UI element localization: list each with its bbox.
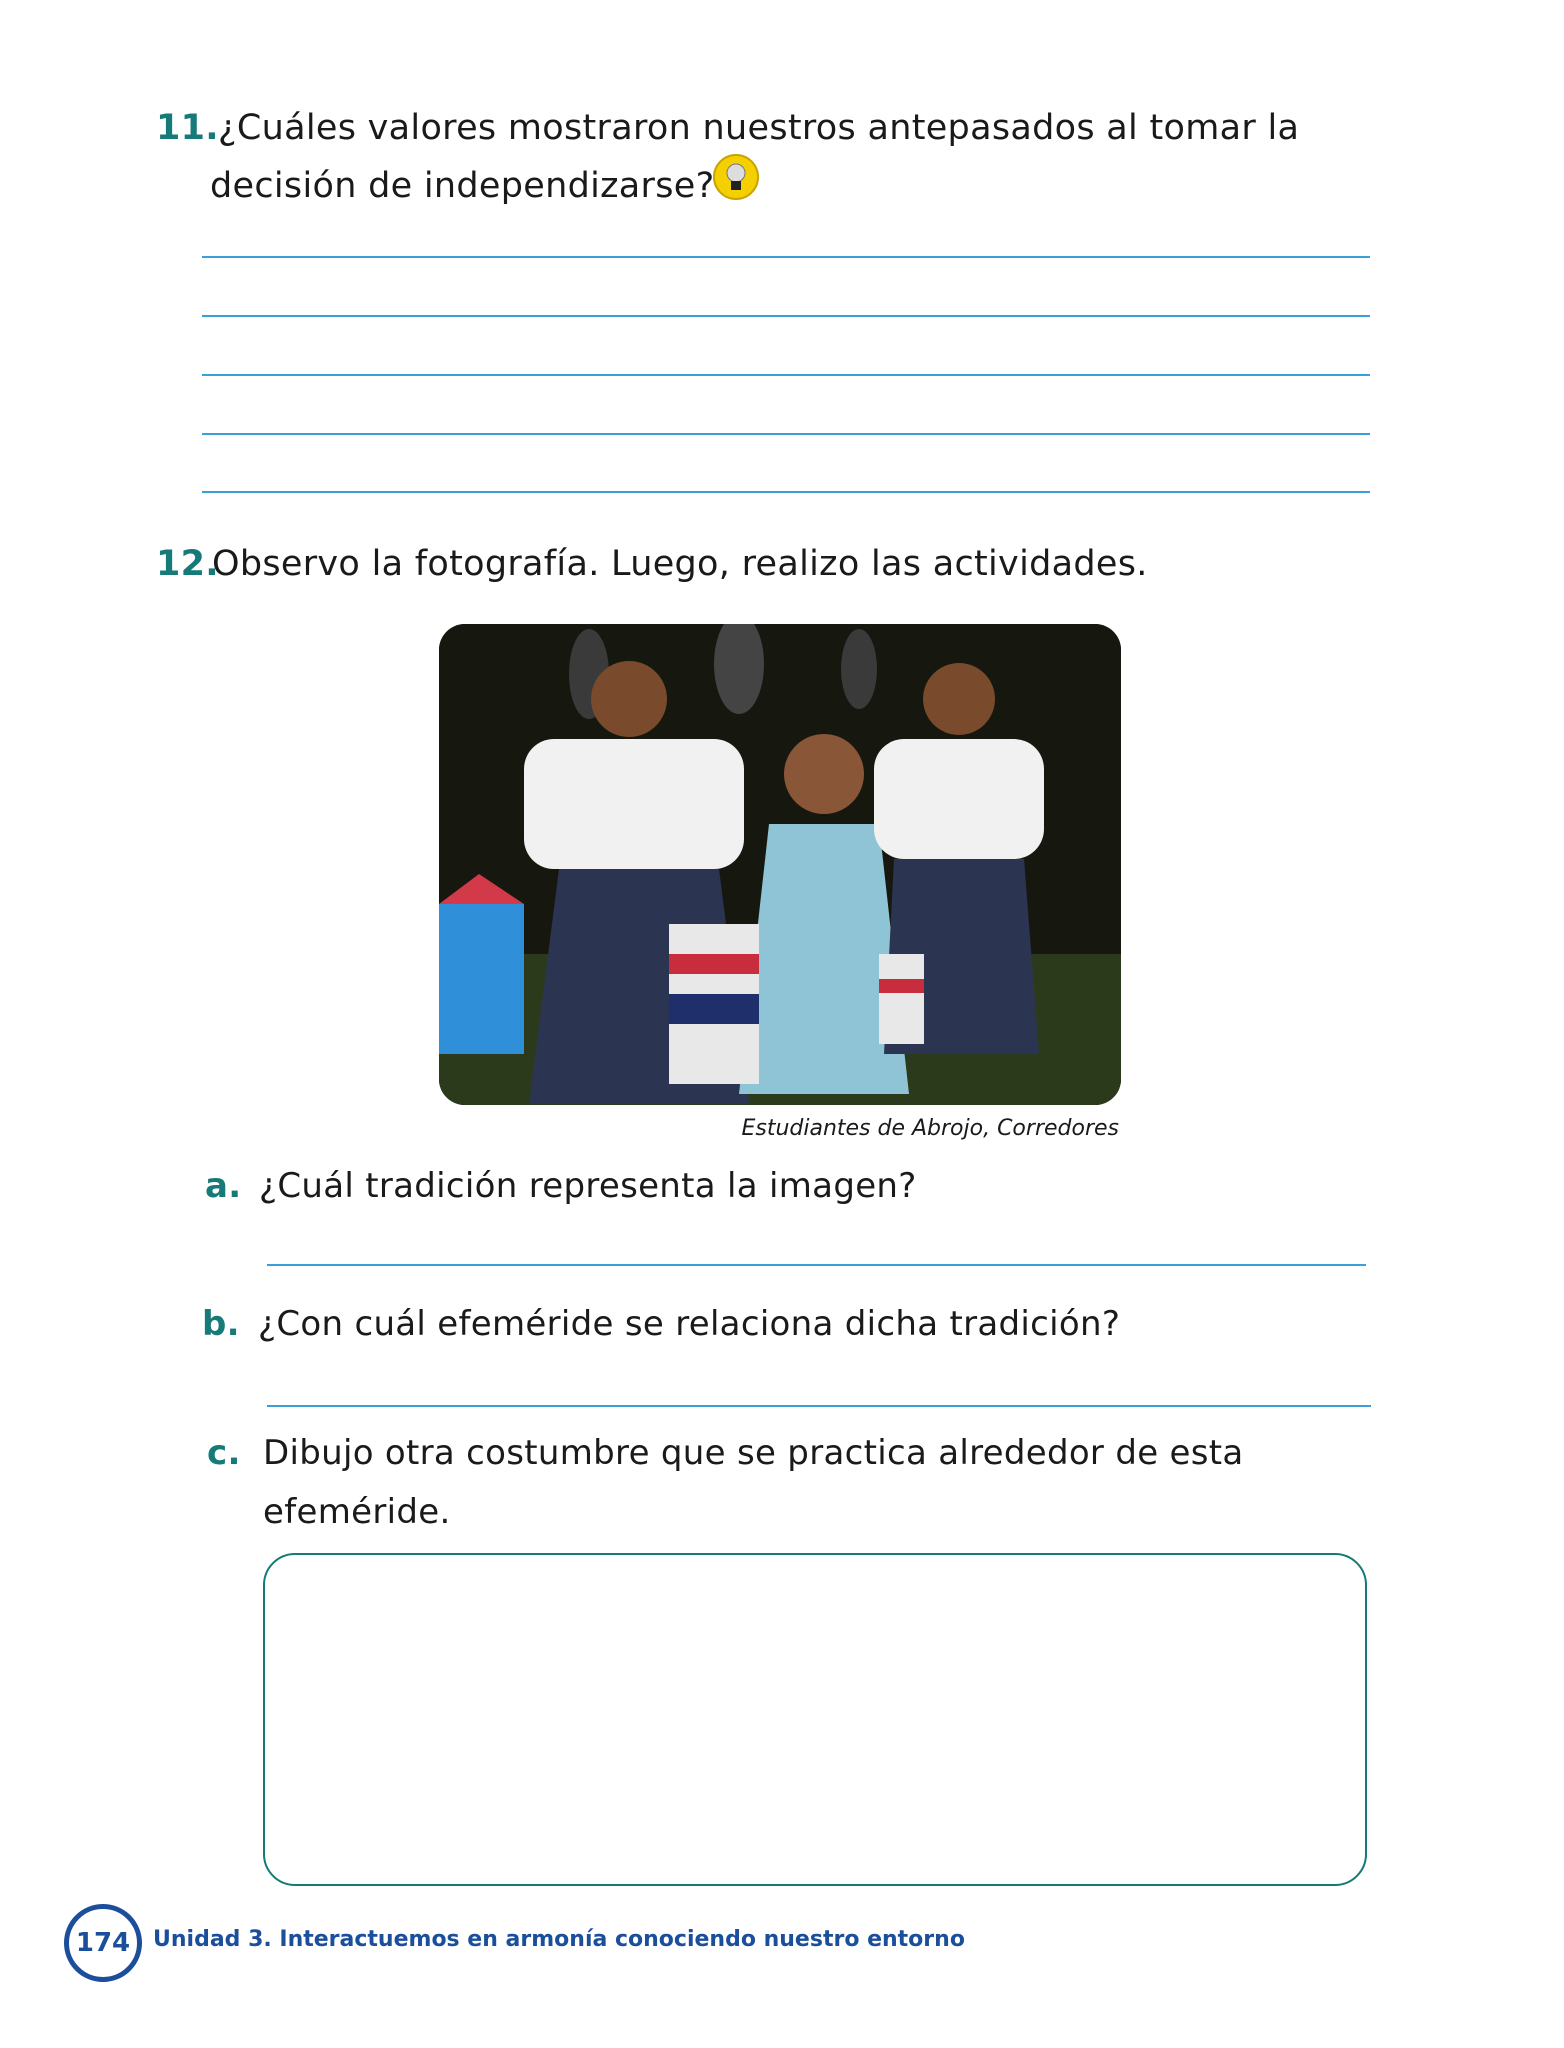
unit-title: Unidad 3. Interactuemos en armonía conociendo nuestro entorno [153, 1927, 965, 1952]
answer-line[interactable] [202, 256, 1370, 258]
photo-students-lanterns [439, 624, 1121, 1105]
answer-line[interactable] [202, 374, 1370, 376]
lightbulb-icon [712, 153, 760, 201]
question-12-number: 12. [156, 544, 219, 584]
page-number: 174 [75, 1928, 131, 1958]
question-11-text-line1: ¿Cuáles valores mostraron nuestros antepasados al tomar la [218, 108, 1300, 148]
answer-line[interactable] [202, 433, 1370, 435]
item-c-text-line1: Dibujo otra costumbre que se practica alrededor de esta [263, 1433, 1244, 1473]
item-b-letter: b. [202, 1304, 240, 1344]
item-a-letter: a. [205, 1166, 242, 1206]
photo-caption: Estudiantes de Abrojo, Corredores [741, 1116, 1119, 1141]
item-c-text-line2: efeméride. [263, 1492, 451, 1532]
drawing-box[interactable] [263, 1553, 1367, 1886]
item-a-text: ¿Cuál tradición representa la imagen? [259, 1166, 917, 1206]
answer-line[interactable] [202, 491, 1370, 493]
item-c-letter: c. [207, 1433, 241, 1473]
answer-line-b[interactable] [267, 1405, 1371, 1407]
answer-line-a[interactable] [267, 1264, 1366, 1266]
question-12-text: Observo la fotografía. Luego, realizo las actividades. [212, 544, 1148, 584]
question-11-number: 11. [156, 108, 219, 148]
item-b-text: ¿Con cuál efeméride se relaciona dicha tradición? [258, 1304, 1121, 1344]
question-11-text-line2: decisión de independizarse? [210, 166, 715, 206]
answer-line[interactable] [202, 315, 1370, 317]
page-number-badge [64, 1904, 142, 1982]
